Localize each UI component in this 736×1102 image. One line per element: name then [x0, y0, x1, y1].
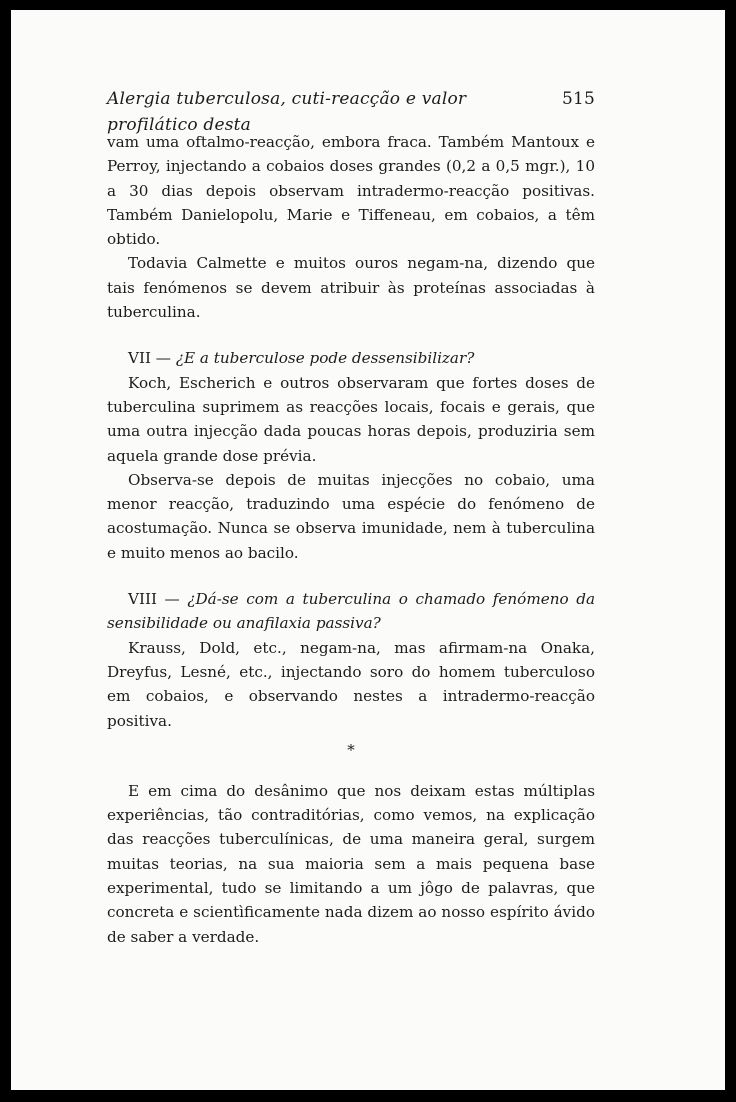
paragraph-continuation: vam uma oftalmo-reacção, embora fraca. Também Mantoux e Perroy, injectando a cobaios doses grandes (0,2 a 0,5 mgr.), 10 a 30 dias depois observam intradermo-reacção positivas. Também Danielopolu, Marie e Tiffeneau, em cobaios, a têm obtido. — [107, 133, 595, 249]
paragraph-koch: Koch, Escherich e outros observaram que fortes doses de tuberculina suprimem as reacções locais, focais e gerais, que uma outra injecção dada poucas horas depois, produziria sem aquela grande dose prévia. — [107, 373, 595, 465]
section-viii-heading — [107, 587, 595, 636]
section-gap — [107, 565, 595, 587]
page-content — [107, 86, 595, 949]
paragraph-calmette: Todavia Calmette e muitos ouros negam-na, dizendo que tais fenómenos se devem atribuir às proteínas associadas à tuberculina. — [107, 254, 595, 322]
paragraph-observa: Observa-se depois de muitas injecções no cobaio, uma menor reacção, traduzindo uma espécie do fenómeno de acostumação. Nunca se observa imunidade, nem à tuberculina e muito menos ao bacilo. — [107, 470, 595, 562]
section-viii-label: VIII — — [128, 590, 188, 609]
section-viii-question: ¿Dá-se com a tuberculina o chamado fenómeno da sensibilidade ou anafilaxia passiva? — [107, 590, 596, 633]
running-head-title: Alergia tuberculosa, cuti-reacção e valor profilático desta — [107, 89, 467, 135]
section-vii-question: ¿E a tuberculose pode dessensibilizar? — [175, 349, 475, 368]
section-gap — [107, 324, 595, 346]
paragraph-desanimo: E em cima do desânimo que nos deixam estas múltiplas experiências, tão contraditórias, como vemos, na explicação das reacções tuberculínicas, de uma maneira geral, surgem muitas teorias, na sua maioria sem a mais pequena base experimental, tudo se limitando a um jôgo de palavras, que concreta e scientìficamente nada dizem ao nosso espírito ávido de saber a verdade. — [107, 781, 595, 946]
paragraph-krauss: Krauss, Dold, etc., negam-na, mas afirmam-na Onaka, Dreyfus, Lesné, etc., injectando soro do homem tuberculoso em cobaios, e observando nestes a intradermo-reacção positiva. — [107, 638, 595, 730]
asterisk-separator: * — [347, 740, 355, 759]
page-number: 515 — [561, 89, 595, 109]
running-head — [107, 86, 595, 135]
section-vii-label: VII — — [128, 349, 176, 368]
section-vii-heading — [107, 346, 595, 370]
book-page — [11, 10, 725, 1090]
